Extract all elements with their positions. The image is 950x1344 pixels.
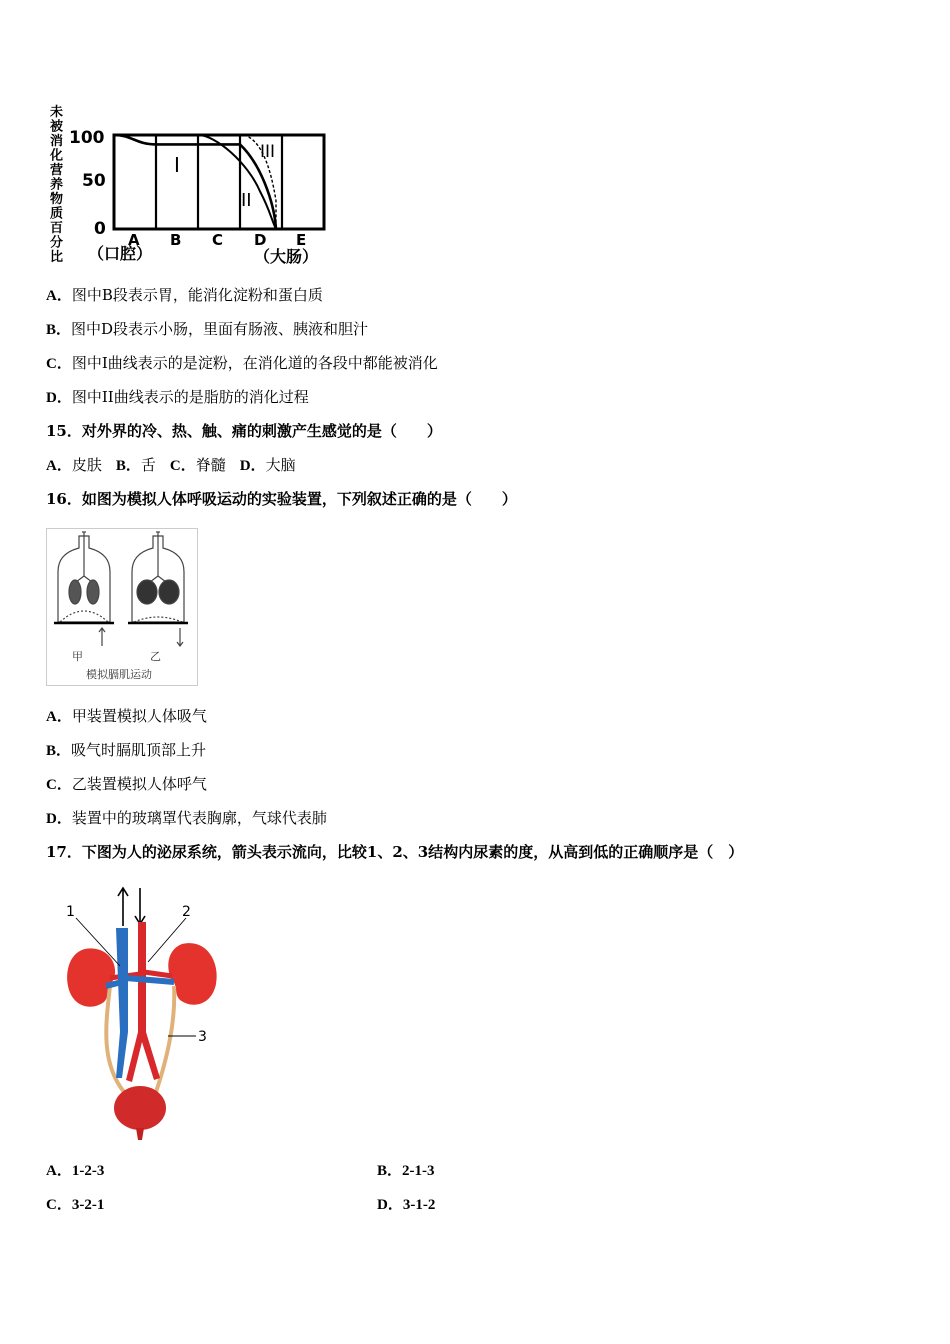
q16-option-a (46, 706, 207, 727)
q17-option-c (46, 1194, 104, 1215)
option-label: B． (46, 743, 72, 759)
breathing-model-figure (46, 528, 198, 686)
q16-option-b (46, 740, 206, 761)
option-label: A． (46, 288, 72, 304)
curve-I (114, 135, 276, 229)
jar-yi (128, 532, 188, 646)
y-tick-50: 50 (82, 171, 106, 191)
curve-label-I: I (174, 153, 180, 177)
label-3: 3 (198, 1029, 207, 1045)
figure-caption: 模拟膈肌运动 (86, 668, 152, 681)
segment-label: A (128, 231, 140, 249)
jar-jia (54, 532, 114, 646)
option-text: 装置中的玻璃罩代表胸廓，气球代表肺 (71, 809, 327, 827)
option-text: 大脑 (265, 456, 296, 474)
vein (116, 928, 128, 1078)
segment-label: C (212, 231, 224, 249)
urinary-system-figure (60, 882, 230, 1144)
label-yi: 乙 (150, 650, 161, 663)
label-2: 2 (182, 904, 191, 920)
option-text: 脊髓 (195, 456, 226, 474)
q14-option-b (46, 319, 368, 340)
segment-label: E (296, 231, 307, 249)
option-text: 图中D段表示小肠，里面有肠液、胰液和胆汁 (71, 320, 369, 338)
artery (126, 922, 160, 1082)
option-label: C． (46, 356, 72, 372)
segment-label: B (170, 231, 182, 249)
label-mouth: （口腔） (88, 244, 153, 263)
option-text: 图中I曲线表示的是淀粉，在消化道的各段中都能被消化 (71, 354, 438, 372)
curve-label-III: III (260, 142, 276, 162)
bladder (114, 1086, 166, 1130)
option-text: 1-2-3 (71, 1163, 105, 1179)
chart-frame (114, 135, 324, 229)
option-label: A． (46, 458, 72, 474)
option-text: 图中B段表示胃，能消化淀粉和蛋白质 (71, 286, 323, 304)
y-axis-label-text: 未被消化营养物质百分比 (50, 105, 64, 265)
option-text: 2-1-3 (402, 1163, 435, 1179)
curves (114, 135, 276, 229)
label-1: 1 (66, 904, 75, 920)
option-text: 3-2-1 (71, 1197, 105, 1213)
option-label: B． (46, 322, 72, 338)
option-label: D． (46, 811, 72, 827)
option-label: D． (239, 458, 266, 474)
q17-option-d (377, 1194, 435, 1215)
y-axis-label (49, 104, 63, 265)
option-label: A． (46, 709, 72, 725)
option-text: 图中II曲线表示的是脂肪的消化过程 (71, 388, 309, 406)
renal-vein-left (106, 982, 122, 986)
q14-option-a (46, 285, 323, 306)
urethra (136, 1128, 144, 1140)
q16-stem: 16．如图为模拟人体呼吸运动的实验装置，下列叙述正确的是（ ） (46, 490, 517, 508)
curve-II (114, 135, 276, 229)
option-label: C． (46, 777, 72, 793)
q17-option-a (46, 1160, 104, 1181)
option-text: 3-1-2 (402, 1197, 436, 1213)
y-tick-0: 0 (94, 219, 106, 239)
renal-artery-right (144, 972, 172, 976)
option-text: 舌 (140, 456, 156, 474)
q14-option-d (46, 387, 309, 408)
q16-option-c (46, 774, 207, 795)
option-text: 皮肤 (71, 456, 102, 474)
option-label: C． (46, 1197, 72, 1213)
q14-option-c (46, 353, 438, 374)
option-text: 乙装置模拟人体呼气 (71, 775, 207, 793)
y-tick-100: 100 (69, 128, 105, 148)
segment-label: D (254, 231, 267, 249)
option-label: C． (169, 458, 196, 474)
option-label: B． (377, 1163, 403, 1179)
option-label: B． (115, 458, 141, 474)
flow-arrows (118, 888, 145, 926)
q16-option-d (46, 808, 327, 829)
option-text: 甲装置模拟人体吸气 (71, 707, 207, 725)
q17-stem: 17．下图为人的泌尿系统，箭头表示流向，比较1、2、3结构内尿素的度，从高到低的正确顺序是（ ） (46, 843, 744, 861)
option-label: D． (377, 1197, 403, 1213)
option-label: A． (46, 1163, 72, 1179)
digestion-chart (46, 102, 346, 272)
label-large-intestine: （大肠） (254, 247, 319, 266)
curve-label-II: II (241, 190, 252, 211)
q17-option-b (377, 1160, 435, 1181)
option-label: D． (46, 390, 72, 406)
option-text: 吸气时膈肌顶部上升 (71, 741, 207, 759)
q15-options (46, 455, 296, 476)
label-jia: 甲 (72, 650, 83, 663)
q15-stem: 15．对外界的冷、热、触、痛的刺激产生感觉的是（ ） (46, 422, 442, 440)
renal-vein-right (126, 978, 174, 982)
